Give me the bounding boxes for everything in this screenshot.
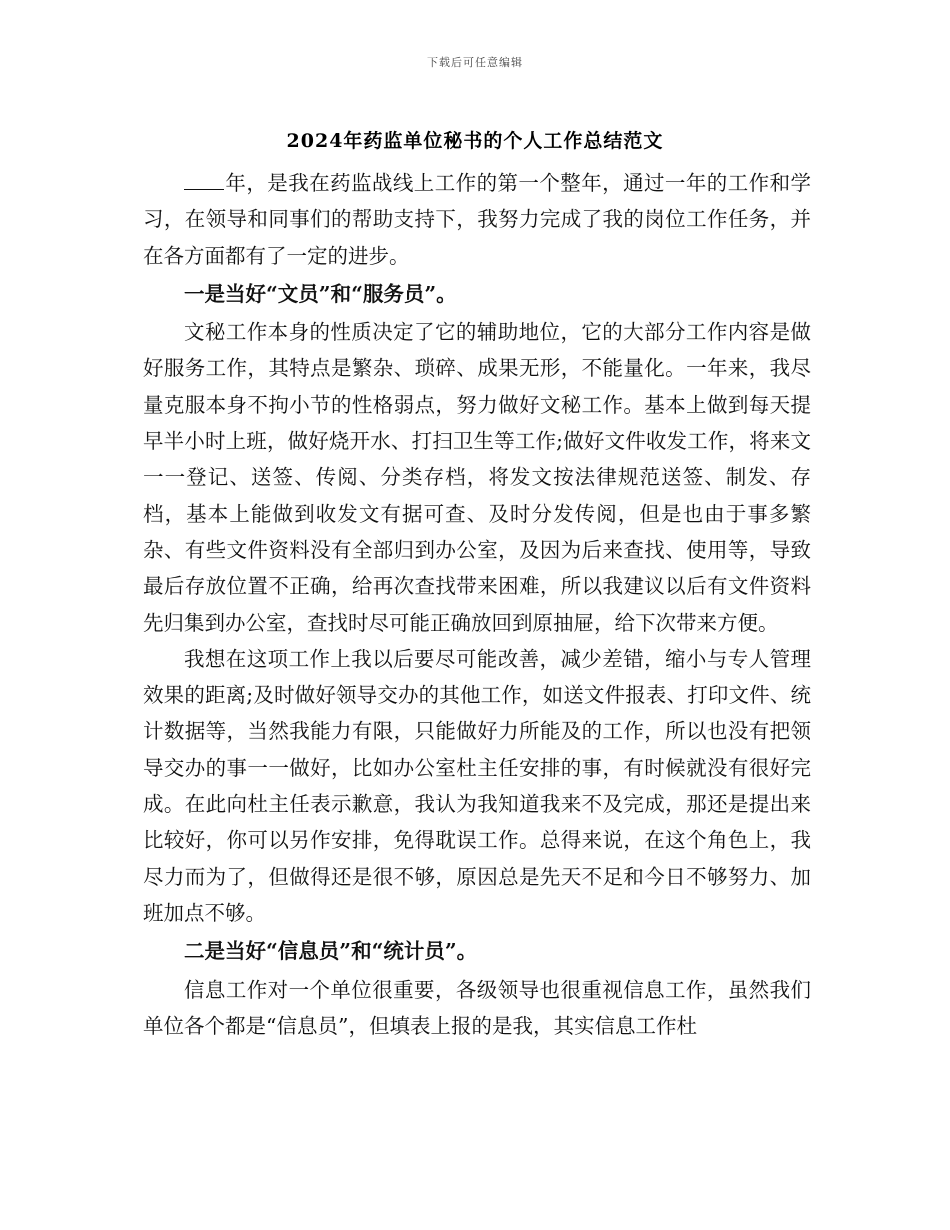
fill-in-blank [184, 171, 224, 190]
paragraph-body-2: 我想在这项工作上我以后要尽可能改善，减少差错，缩小与专人管理效果的距离;及时做好领导交办的其他工作，如送文件报表、打印文件、统计数据等，当然我能力有限，只能做好力所能及的工作，所以也没有把领导交办的事一一做好，比如办公室杜主任安排的事，有时候就没有很好完成。在此向杜主任表示歉意，我认为我知道我来不及完成，那还是提出来比较好，你可以另作安排，免得耽误工作。总得来说，在这个角色上，我尽力而为了，但做得还是很不够，原因总是先天不足和今日不够努力、加班加点不够。 [143, 646, 811, 925]
document-body [143, 165, 811, 1044]
section-heading-2: 二是当好“信息员”和“统计员”。 [184, 939, 478, 964]
section-heading-1: 一是当好“文员”和“服务员”。 [184, 281, 457, 306]
paragraph-intro-text: 年，是我在药监战线上工作的第一个整年，通过一年的工作和学习，在领导和同事们的帮助支持下，我努力完成了我的岗位工作任务，并在各方面都有了一定的进步。 [143, 171, 811, 268]
paragraph-body-3: 信息工作对一个单位很重要，各级领导也很重视信息工作，虽然我们单位各个都是“信息员”，但填表上报的是我，其实信息工作杜 [143, 977, 811, 1038]
paragraph-body-1: 文秘工作本身的性质决定了它的辅助地位，它的大部分工作内容是做好服务工作，其特点是繁杂、琐碎、成果无形，不能量化。一年来，我尽量克服本身不拘小节的性格弱点，努力做好文秘工作。基本上做到每天提早半小时上班，做好烧开水、打扫卫生等工作;做好文件收发工作，将来文一一登记、送签、传阅、分类存档，将发文按法律规范送签、制发、存档，基本上能做到收发文有据可查、及时分发传阅，但是也由于事多繁杂、有些文件资料没有全部归到办公室，及因为后来查找、使用等，导致最后存放位置不正确，给再次查找带来困难，所以我建议以后有文件资料先归集到办公室，查找时尽可能正确放回到原抽屉，给下次带来方便。 [143, 320, 811, 635]
header-note: 下载后可任意编辑 [427, 56, 523, 69]
paragraph-intro [143, 165, 811, 274]
document-title: 2024年药监单位秘书的个人工作总结范文 [286, 130, 664, 152]
